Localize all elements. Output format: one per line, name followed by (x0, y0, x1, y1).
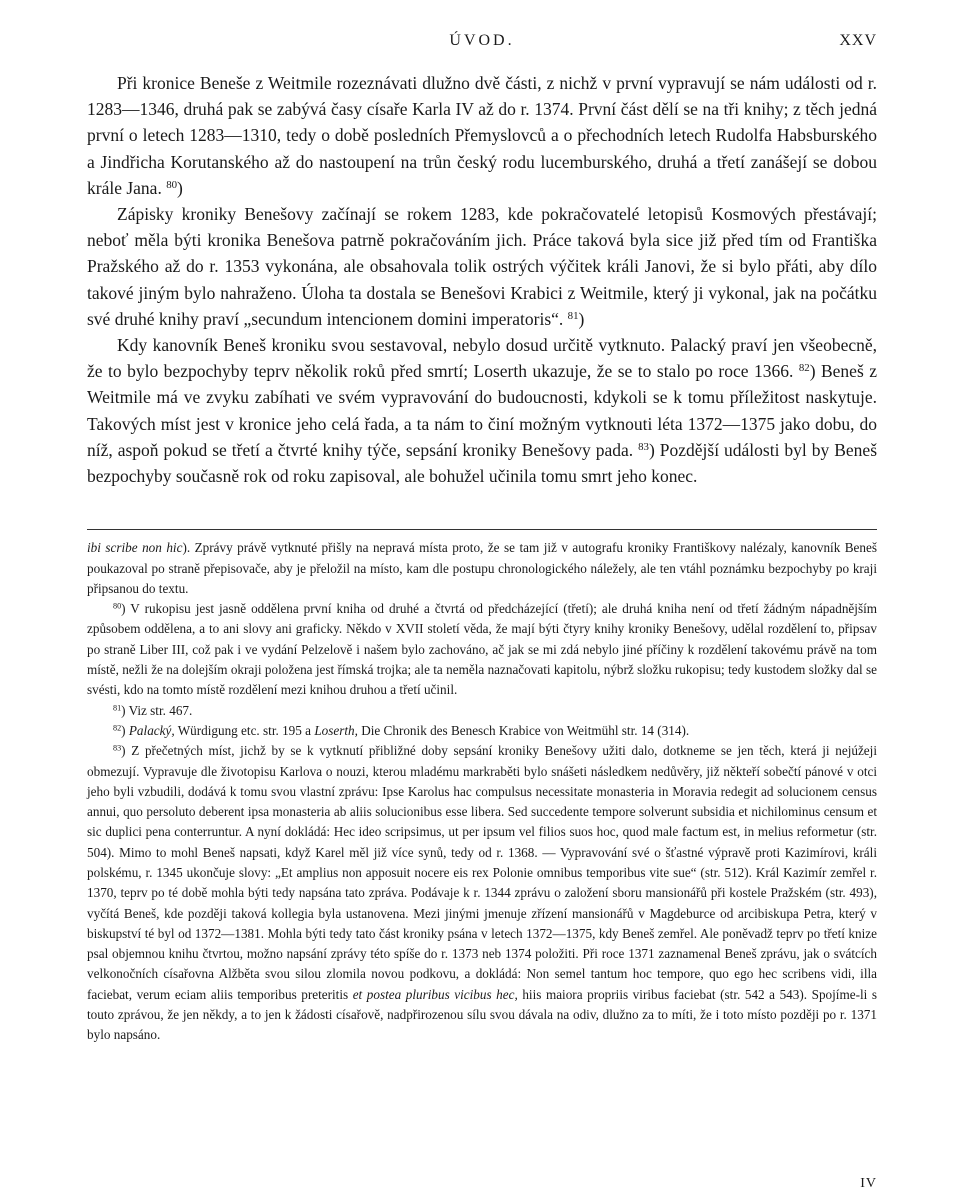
paragraph-text: ) (578, 308, 585, 329)
footnote-81 (87, 701, 877, 721)
footnote-continuation (87, 538, 877, 599)
footnote-ref: 83 (638, 440, 649, 453)
main-text (87, 70, 877, 489)
footnote-82: $^{82}$) Palacký, Würdigung etc. str. 195 a Loserth, Die Chronik des Benesch Krabice von Weitmühl str. 14 (314). (113, 722, 690, 738)
footnote-separator (87, 529, 877, 530)
paragraph (87, 332, 877, 489)
footnote-italic: Loserth, (314, 722, 358, 738)
footnote-number: 81 (113, 703, 122, 713)
page-number: XXV (839, 32, 877, 49)
paragraph-text: ) Beneš z Weitmile má ve zvyku zabíhati ve svém vypravování do budoucnosti, kdykoli se k tomu příležitost naskytuje. Takových míst jest v kronice jeho celá řada, a ta nám to činí možným vytknouti léta 1372—1375 jako dobu, do níž, aspoň pokud se třetí a čtvrté knihy týče, sepsání kroniky Benešovy pada. (87, 361, 877, 460)
paragraph-text: ) Pozdější události byl by Beneš bezpochyby současně rok od roku zapisoval, ale bohužel učinila tomu smrt jeho konec. (87, 439, 878, 487)
footnote-ref: 80 (166, 178, 178, 191)
paragraph (87, 201, 877, 332)
footnote-italic: et postea pluribus vicibus hec, (352, 986, 518, 1002)
footnote-83 (87, 741, 877, 1045)
footnote-text: ) Z přečetných míst, jichž by se k vytknutí přibližné doby sepsání kroniky Benešovy užiti dalo, dotkneme se jen těch, která ji nejúžeji obmezují. Vypravuje dle životopisu Karlova o nouzi, kterou mladému markraběti bylo snášeti následkem nedůvěry, již někteří sobečtí pánové v otci jeho byli vzbudili, dodává k tomu svou vlastní zprávu: Ipse Karolus hac compulsus necessitate monasteria in Moravia redegit ad solucionem census annui, quo persoluto deberent ipsa monasteria ab aliis solucionibus esse libera. Sed succedente tempore solverunt subsidia et nichilominus censum et sic duplici pena conterruntur. A nyní dokládá: Hec ideo scripsimus, ut per ipsum vel filios suos hoc, quod male factum est, in melius reformetur (str. 504). Mimo to mohl Beneš napsati, když Karel měl již více synů, tedy od r. 1368. — Vypravování své o šťastné výpravě proti Kazimírovi, králi polskému, r. 1345 ukončuje slovy: „Et amplius non apposuit nocere eis rex Polonie omnibus temporibus vite sue“ (str. 512). Král Kazimír zemřel r. 1370, teprv po té době mohla býti tedy napsána tato zpráva. Podávaje k r. 1344 zprávu o založení sboru mansionářů při kostele Pražském (str. 493), vyčítá Beneš, kde později taková kollegia byla ustanovena. Mezi jinými jmenuje zřízení mansionářů v Magdeburce od arcibiskupa Petra, který v biskupství té byl od 1372—1381. Mohla býti tedy tato část kroniky psána v letech 1372—1375, kdy Beneš zemřel. Ale poněvadž teprv po třetí knize psal objemnou knihu čtvrtou, možno napsání zprávy této spíše do r. 1373 neb 1374 položiti. Při roce 1371 zaznamenal Beneš zprávu, jak o svátcích velkonočních císařovna Alžběta svou silou zlomila novou podkovu, a dokládá: Non semel tantum hoc tempore, quo ego hec scribens vidi, illa faciebat, verum eciam aliis temporibus preteritis (87, 743, 877, 1002)
footnotes (87, 538, 877, 1045)
paragraph-text: Kdy kanovník Beneš kroniku svou sestavoval, nebylo dosud určitě vytknuto. Palacký praví jen všeobecně, že to bylo bezpochyby teprv několik roků před smrtí; Loserth ukazuje, že se to stalo po roce 1366. (87, 335, 877, 382)
footnote-number: 83 (113, 743, 122, 753)
footnote-text: Die Chronik des Benesch Krabice von Weitmühl str. 14 (314). (357, 722, 690, 738)
page (87, 32, 878, 1191)
footnote-number: 80 (113, 601, 122, 611)
footnote-text: Würdigung etc. str. 195 a (174, 722, 315, 738)
footnote-ref: 81 (567, 309, 579, 322)
signature-mark: IV (860, 1176, 877, 1191)
running-title: ÚVOD. (449, 32, 515, 49)
running-header (87, 32, 877, 56)
footnote-80 (87, 599, 877, 700)
footnote-text: ) V rukopisu jest jasně oddělena první kniha od druhé a čtvrtá od předcházející (třetí); ale druhá kniha není od třetí žádným nápadnějším způsobem oddělena, a to ani slovy ani graficky. Někdo v XVII století věda, že mají býti čtyry knihy kroniky Benešovy, udělal rozdělení to, připsav po straně Liber III, což pak i ve vydání Pelzelově i našem bylo zachováno, ač jak se mi zdá nebylo jiné příčiny k rozdělení takovému právě na tom místě, nežli že na dolejším okraji položena jest římská trojka; ale ta neměla naznačovati kapitolu, nýbrž složku rukopisu; tedy kustodem složky dal se svésti, kdo na tomto místě rozdělení mezi knihou druhou a třetí učinil. (87, 601, 877, 698)
footnote-text: hiis maiora propriis viribus faciebat (str. 542 a 543). Spojíme-li s touto zprávou, že jen někdy, a to jen k žádosti císařově, nadpřirozenou sílu svou dávala na odiv, dlužno za to míti, že i toto místo později po r. 1371 bylo napsáno. (87, 986, 877, 1043)
footnote-italic: Palacký, (128, 722, 175, 738)
paragraph (87, 70, 877, 201)
paragraph-text: Zápisky kroniky Benešovy začínají se rokem 1283, kde pokračovatelé letopisů Kosmových přestávají; neboť měla býti kronika Benešova patrně pokračováním jich. Práce taková byla sice již před tím od Františka Pražského až do r. 1353 vykonána, ale obsahovala tolik ostrých výčitek králi Janovi, že si bylo přáti, aby dílo takové jiným bylo nahraženo. Úloha ta dostala se Benešovi Krabici z Weitmile, který ji vykonal, jak na počátku své druhé knihy praví „secundum intencionem domini imperatoris“. (87, 204, 877, 329)
footnote-text: ). Zprávy právě vytknuté přišly na nepravá místa proto, že se tam již v autografu kroniky Františkovy nalézaly, kanovník Beneš poukazoval po straně přepisovače, aby je přeložil na místo, kam dle postupu chronologického náležely, ale ten vtáhl poznámku bezpochyby po kraji připsanou do textu. (87, 540, 877, 596)
footnote-italic: ibi scribe non hic (87, 540, 183, 556)
footnote-ref: 82 (798, 362, 810, 375)
paragraph-text: ) (177, 177, 183, 198)
footnote-text: ) Viz str. 467. (121, 702, 193, 718)
paragraph-text: Při kronice Beneše z Weitmile rozeznávati dlužno dvě části, z nichž v první vypravují se nám události od r. 1283—1346, druhá pak se zabývá časy císaře Karla IV až do r. 1374. První část dělí se na tři knihy; z těch jedná první o letech 1283—1310, tedy o době posledních Přemyslovců a o přechodních letech Rudolfa Habsburského a Jindřicha Korutanského až do nastoupení na trůn český rodu lucemburského, druhá a třetí zanášejí se dobou krále Jana. (87, 73, 877, 198)
footnote-number: 82 (113, 723, 122, 733)
